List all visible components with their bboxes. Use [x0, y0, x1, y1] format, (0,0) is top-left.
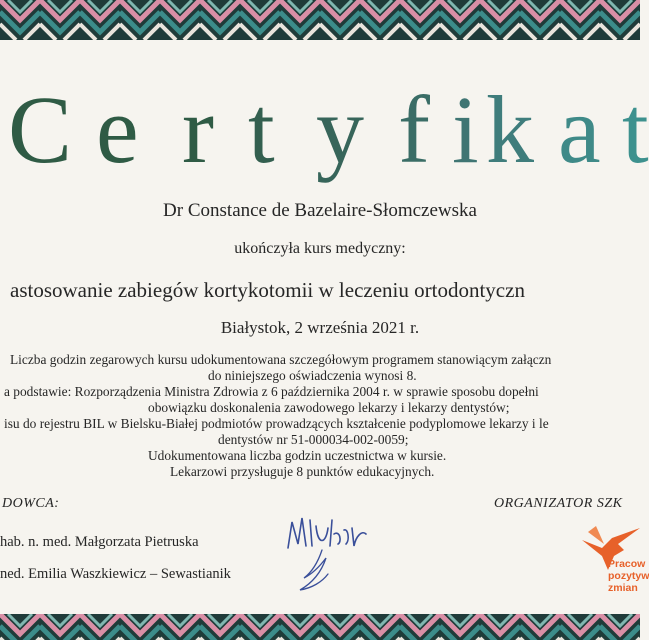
logo-text-line-3: zmian: [608, 582, 638, 594]
organizer-label-right: ORGANIZATOR SZK: [494, 496, 623, 511]
course-title: astosowanie zabiegów kortykotomii w leczeniu ortodontyczn: [10, 278, 525, 302]
details-line-7: Udokumentowana liczba godzin uczestnictwa w kursie.: [148, 448, 447, 463]
title-letter: t: [248, 76, 275, 183]
details-line-2: do niniejszego oświadczenia wynosi 8.: [208, 368, 417, 383]
handwritten-signature: [282, 500, 372, 600]
signatory-name-2: ned. Emilia Waszkiewicz – Sewastianik: [0, 566, 231, 582]
recipient-name: Dr Constance de Bazelaire-Słomczewska: [163, 200, 477, 221]
title-letter: a: [558, 76, 601, 183]
certificate-title: [0, 76, 649, 183]
logo-text-line-2: pozytyw: [608, 570, 649, 582]
details-line-3: a podstawie: Rozporządzenia Ministra Zdrowia z 6 października 2004 r. w sprawie sposobu dopełni: [4, 384, 539, 399]
details-line-1: Liczba godzin zegarowych kursu udokumentowana szczegółowym programem stanowiącym załączn: [10, 352, 552, 367]
place-and-date: Białystok, 2 września 2021 r.: [220, 318, 420, 337]
details-line-6: dentystów nr 51-000034-002-0059;: [218, 432, 409, 447]
title-letter: t: [622, 76, 649, 183]
decorative-border-bottom: [0, 614, 640, 640]
border-pattern-top: [0, 0, 640, 40]
title-letter: C: [8, 76, 73, 183]
details-line-5: isu do rejestru BIL w Bielsku-Białej podmiotów prowadzących kształcenie podyplomowe lekarzy i le: [4, 416, 549, 431]
details-line-8: Lekarzowi przysługuje 8 punktów edukacyjnych.: [170, 464, 435, 479]
details-line-4: obowiązku doskonalenia zawodowego lekarzy i lekarzy dentystów;: [148, 400, 510, 415]
organizer-label-left: DOWCA:: [2, 496, 60, 511]
decorative-border-top: [0, 0, 640, 40]
border-pattern-bottom: [0, 614, 640, 640]
title-letter: i: [452, 76, 479, 183]
logo-text-line-1: Pracow: [608, 558, 646, 570]
title-letter: k: [486, 76, 534, 183]
title-letter: r: [182, 76, 214, 183]
completed-course-line: ukończyła kurs medyczny:: [234, 240, 406, 257]
title-letter: e: [96, 76, 139, 183]
signatory-name-1: hab. n. med. Małgorzata Pietruska: [0, 534, 199, 550]
title-letter: f: [398, 76, 430, 183]
title-letter: y: [316, 76, 364, 183]
organizer-logo-text: [608, 558, 649, 594]
